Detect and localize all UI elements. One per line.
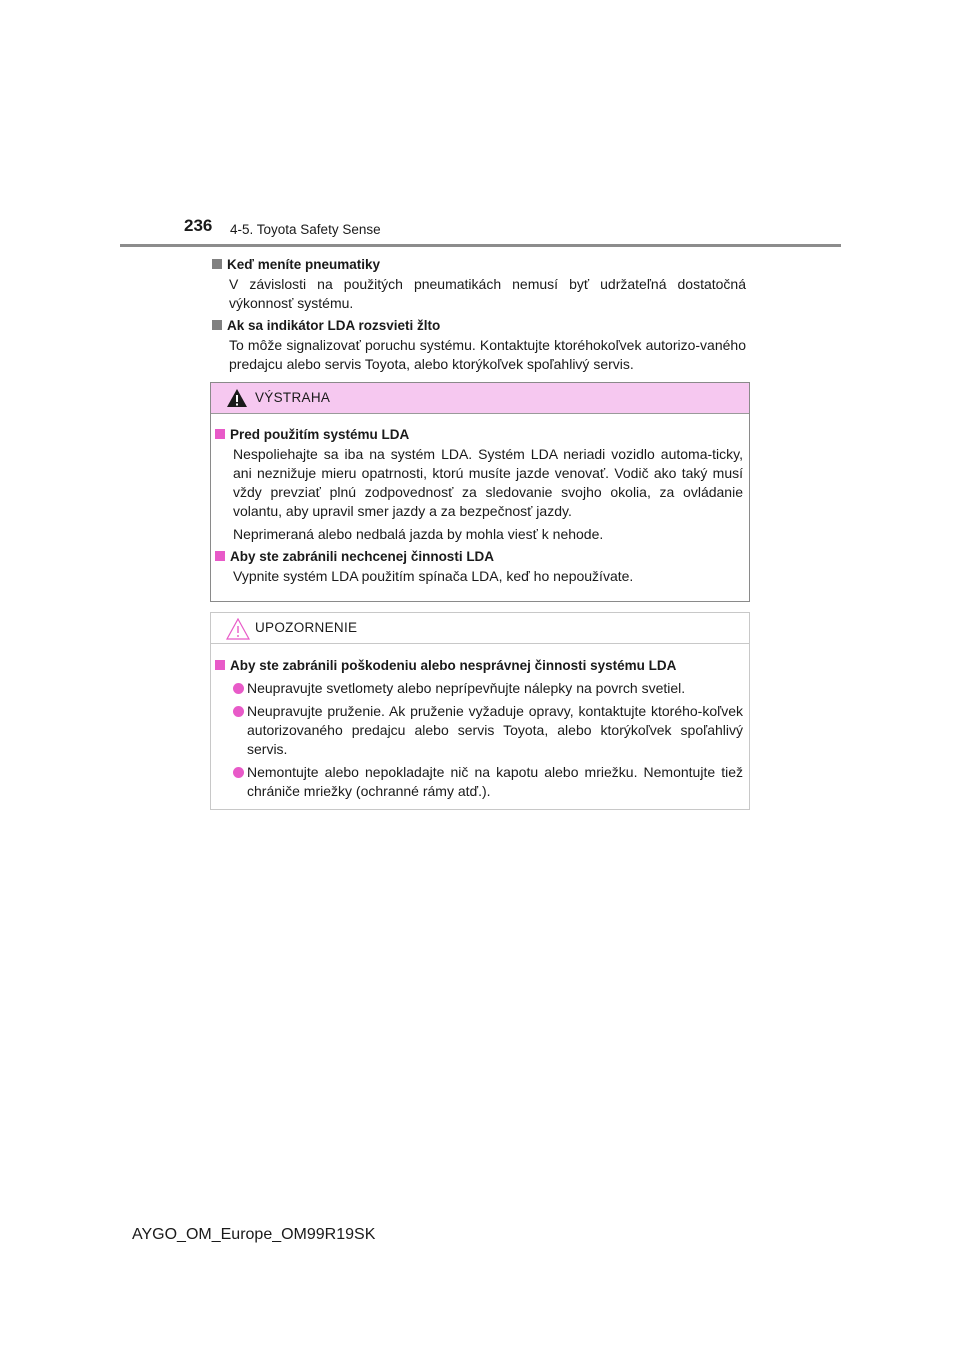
caution-bullet: Neupravujte pruženie. Ak pruženie vyžaduje opravy, kontaktujte ktorého-koľvek autorizovaného predajcu alebo servis Toyota, alebo ktorýkoľvek spoľahlivý servis. [233,702,743,759]
section-heading: Keď meníte pneumatiky [212,256,746,274]
warning-paragraph: Vypnite systém LDA použitím spínača LDA, keď ho nepoužívate. [233,568,634,584]
warning-paragraph: Neprimeraná alebo nedbalá jazda by mohla viesť k nehode. [233,526,604,542]
caution-triangle-icon [226,618,250,640]
square-bullet-icon [215,551,225,561]
warning-heading: Pred použitím systému LDA [215,426,743,444]
caution-body [211,644,749,811]
square-bullet-icon [212,259,222,269]
caution-bullet: Nemontujte alebo nepokladajte nič na kapotu alebo mriežku. Nemontujte tiež chrániče mriežky (ochranné rámy atď.). [233,763,743,801]
square-bullet-icon [215,429,225,439]
caution-bullet: Neupravujte svetlomety alebo neprípevňujte nálepky na povrch svetiel. [233,679,743,698]
caution-header [211,613,749,644]
warning-header [211,383,749,414]
page-number: 236 [184,216,213,235]
section-text: To môže signalizovať poruchu systému. Kontaktujte ktoréhokoľvek autorizo-vaného predajcu alebo servis Toyota, alebo ktorýkoľvek spoľahlivý servis. [229,337,746,372]
warning-body [211,414,749,596]
caution-heading: Aby ste zabránili poškodeniu alebo nesprávnej činnosti systému LDA [215,657,743,675]
caution-title: UPOZORNENIE [255,620,358,635]
warning-heading: Aby ste zabránili nechcenej činnosti LDA [215,548,743,566]
round-bullet-icon [233,767,244,778]
section-heading: Ak sa indikátor LDA rozsvieti žlto [212,317,746,335]
caution-box [210,612,750,810]
warning-box [210,382,750,602]
section-text: V závislosti na použitých pneumatikách nemusí byť udržateľná dostatočná výkonnosť systému. [229,276,746,311]
section-title: 4-5. Toyota Safety Sense [230,222,381,237]
round-bullet-icon [233,683,244,694]
intro-section-tires [212,256,746,313]
square-bullet-icon [215,660,225,670]
warning-triangle-icon [226,388,248,408]
warning-title: VÝSTRAHA [255,390,331,405]
header-rule [120,244,841,247]
intro-section-indicator [212,317,746,374]
round-bullet-icon [233,706,244,717]
square-bullet-icon [212,320,222,330]
warning-paragraph: Nespoliehajte sa iba na systém LDA. Systém LDA neriadi vozidlo automa-ticky, ani neznižuje mieru opatrnosti, ktorú musíte jazde venovať. Vodič ako taký musí vždy prevziať plnú zodpovednosť za sledovanie svojho okolia, za ovládanie volantu, aby upravil smer jazdy a za bezpečnosť jazdy. [233,446,743,519]
footer-doc-id: AYGO_OM_Europe_OM99R19SK [132,1226,376,1243]
